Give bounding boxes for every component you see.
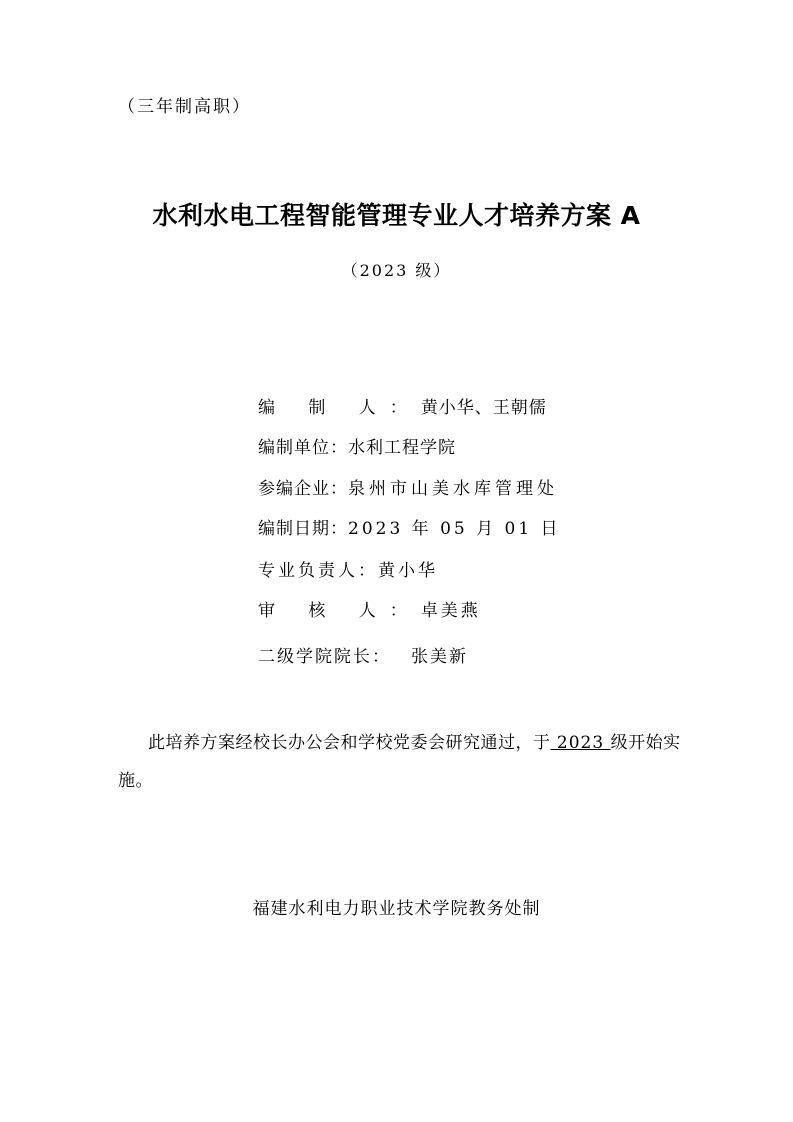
info-value: 2023 年 05 月 01 日 — [348, 519, 561, 539]
info-row-partner — [258, 476, 558, 502]
footer-organization: 福建水利电力职业技术学院教务处制 — [252, 899, 541, 919]
approval-paragraph — [118, 724, 688, 800]
info-row-dean — [258, 644, 468, 670]
info-row-unit — [258, 435, 456, 461]
info-value: 泉州市山美水库管理处 — [348, 479, 558, 499]
info-value: 张美新 — [411, 647, 468, 667]
approval-text-end: 级开始实施。 — [118, 733, 681, 791]
info-row-date — [258, 516, 561, 542]
info-label: 编 制 人： — [258, 398, 421, 418]
info-value: 黄小华 — [378, 561, 438, 581]
info-row-lead — [258, 558, 438, 584]
info-label: 参编企业： — [258, 479, 348, 499]
grade-label: （2023 级） — [341, 261, 452, 280]
document-title: 水利水电工程智能管理专业人才培养方案 A — [152, 201, 641, 230]
info-label: 二级学院院长： — [258, 647, 391, 667]
info-row-compiler — [258, 395, 547, 421]
approval-year: 2023 — [550, 733, 611, 753]
info-row-reviewer — [258, 598, 481, 624]
info-label: 编制单位： — [258, 438, 348, 458]
approval-text: 此培养方案经校长办公会和学校党委会研究通过，于 — [148, 733, 551, 753]
program-type-label: （三年制高职） — [118, 97, 251, 117]
info-label: 审 核 人： — [258, 601, 421, 621]
info-value: 黄小华、王朝儒 — [420, 398, 547, 418]
info-label: 专业负责人： — [258, 561, 378, 581]
info-value: 卓美燕 — [420, 601, 481, 621]
info-value: 水利工程学院 — [348, 438, 456, 458]
info-label: 编制日期： — [258, 519, 348, 539]
